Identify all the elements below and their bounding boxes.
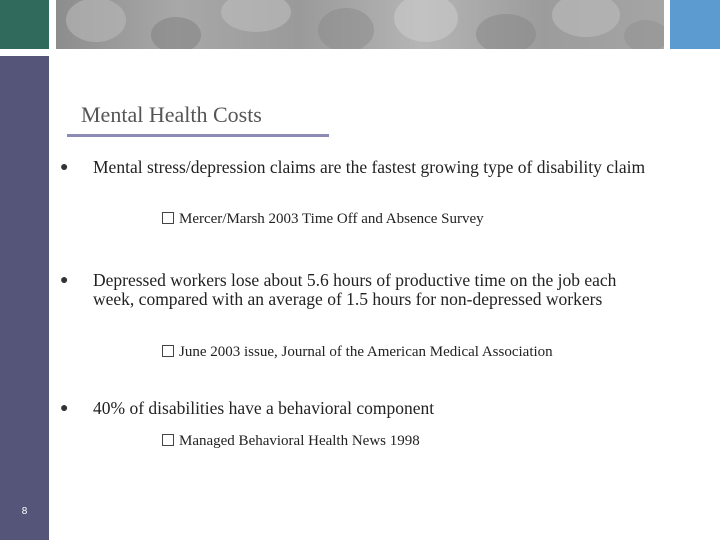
- checkbox-bullet-icon: [162, 212, 174, 224]
- bullet-dot-icon: ●: [60, 401, 69, 416]
- checkbox-bullet-icon: [162, 434, 174, 446]
- bullet-text: 40% of disabilities have a behavioral component: [93, 398, 435, 418]
- source-text: June 2003 issue, Journal of the American Medical Association: [179, 344, 553, 360]
- banner-left-block: [0, 0, 49, 49]
- banner-photo: [56, 0, 664, 49]
- source-citation-2: [162, 343, 553, 361]
- title-underline: [67, 134, 329, 137]
- banner-photo-texture: [56, 0, 664, 49]
- slide-title: Mental Health Costs: [81, 102, 262, 127]
- slide-number: 8: [21, 506, 28, 517]
- bullet-text: Depressed workers lose about 5.6 hours of productive time on the job each week, compared with an average of 1.5 hours for non-depressed workers: [93, 270, 617, 309]
- source-text: Managed Behavioral Health News 1998: [179, 433, 420, 449]
- source-text: Mercer/Marsh 2003 Time Off and Absence Survey: [179, 211, 484, 227]
- source-citation-1: [162, 210, 484, 228]
- bullet-dot-icon: ●: [60, 273, 69, 288]
- bullet-dot-icon: ●: [60, 160, 69, 175]
- left-accent-bar: [0, 56, 49, 540]
- bullet-text: Mental stress/depression claims are the fastest growing type of disability claim: [93, 157, 646, 177]
- source-citation-3: [162, 432, 420, 450]
- banner-right-block: [670, 0, 720, 49]
- checkbox-bullet-icon: [162, 345, 174, 357]
